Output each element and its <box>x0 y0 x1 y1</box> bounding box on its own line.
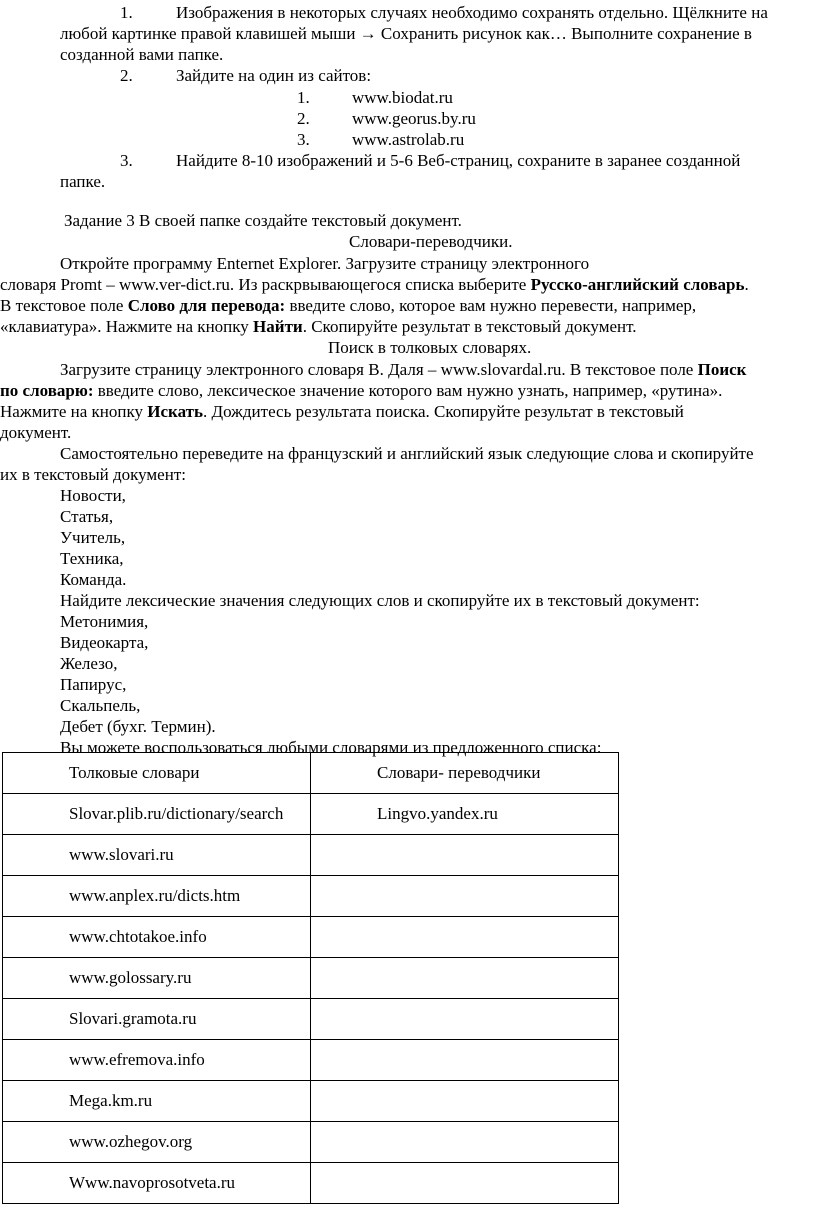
meaning-word: Дебет (бухг. Термин). <box>60 717 216 736</box>
p1-line-4: «клавиатура». Нажмите на кнопку Найти. Скопируйте результат в текстовый документ. <box>0 317 637 336</box>
table-cell <box>311 1081 619 1122</box>
word-to-translate-label: Слово для перевода: <box>127 296 286 315</box>
p1-line-2: словаря Promt – www.ver-dict.ru. Из раскрвывающегося списка выберите Русско-английский словарь. <box>0 275 749 294</box>
translate-word: Учитель, <box>60 528 126 547</box>
table-cell <box>311 1122 619 1163</box>
russian-english-dictionary-label: Русско-английский словарь <box>530 275 745 294</box>
table-cell: Lingvo.yandex.ru <box>311 794 619 835</box>
table-row <box>3 835 619 876</box>
site-3-number: 3. <box>297 130 310 149</box>
step-3-number: 3. <box>120 151 133 170</box>
search-label: Поиск <box>697 360 747 379</box>
table-cell: Slovar.plib.ru/dictionary/search <box>3 794 311 835</box>
table-cell: Mega.km.ru <box>3 1081 311 1122</box>
translate-word: Новости, <box>60 486 126 505</box>
step-3-line-1: Найдите 8-10 изображений и 5-6 Веб-страниц, сохраните в заранее созданной <box>176 151 741 170</box>
table-cell <box>311 876 619 917</box>
table-cell <box>311 999 619 1040</box>
p2-line-2: по словарю: введите слово, лексическое значение которого вам нужно узнать, например, «рутина». <box>0 381 723 400</box>
table-row <box>3 999 619 1040</box>
step-2-number: 2. <box>120 66 133 85</box>
step-1-line-2: любой картинке правой клавишей мыши → Сохранить рисунок как… Выполните сохранение в <box>60 24 752 43</box>
table-cell <box>311 1163 619 1204</box>
p1-line-3: В текстовое поле Слово для перевода: введите слово, которое вам нужно перевести, например, <box>0 296 697 315</box>
table-cell <box>311 958 619 999</box>
table-cell: www.ozhegov.org <box>3 1122 311 1163</box>
translate-word: Статья, <box>60 507 114 526</box>
p5-line: Вы можете воспользоваться любыми словарями из предложенного списка: <box>60 738 602 757</box>
meaning-word: Видеокарта, <box>60 633 149 652</box>
table-cell: www.slovari.ru <box>3 835 311 876</box>
site-1-url: www.biodat.ru <box>352 88 453 107</box>
table-cell <box>311 835 619 876</box>
p3-line-2: их в текстовый документ: <box>0 465 186 484</box>
header-translators: Словари- переводчики <box>311 753 619 794</box>
step-2-line-1: Зайдите на один из сайтов: <box>176 66 372 85</box>
translate-word: Команда. <box>60 570 127 589</box>
p3-line-1: Самостоятельно переведите на французский и английский язык следующие слова и скопируйте <box>60 444 754 463</box>
meaning-word: Железо, <box>60 654 118 673</box>
site-2-url: www.georus.by.ru <box>352 109 476 128</box>
p2-line-4: документ. <box>0 423 72 442</box>
step-1-line-1: Изображения в некоторых случаях необходимо сохранять отдельно. Щёлкните на <box>176 3 768 22</box>
table-cell: www.efremova.info <box>3 1040 311 1081</box>
table-header-row <box>3 753 619 794</box>
section-translators-title: Словари-переводчики. <box>349 232 513 251</box>
translate-word: Техника, <box>60 549 124 568</box>
table-cell: www.anplex.ru/dicts.htm <box>3 876 311 917</box>
table-cell: www.chtotakoe.info <box>3 917 311 958</box>
table-cell <box>311 1040 619 1081</box>
table-row <box>3 1163 619 1204</box>
meaning-word: Папирус, <box>60 675 127 694</box>
by-dictionary-label: по словарю: <box>0 381 94 400</box>
table-row <box>3 794 619 835</box>
table-cell: Www.navoprosotveta.ru <box>3 1163 311 1204</box>
p2-line-1: Загрузите страницу электронного словаря В. Даля – www.slovardal.ru. В текстовое поле Поиск <box>60 360 747 379</box>
table-row <box>3 917 619 958</box>
table-cell <box>311 917 619 958</box>
table-cell: Slovari.gramota.ru <box>3 999 311 1040</box>
p2-line-3: Нажмите на кнопку Искать. Дождитесь результата поиска. Скопируйте результат в текстовый <box>0 402 684 421</box>
p4-line: Найдите лексические значения следующих слов и скопируйте их в текстовый документ: <box>60 591 700 610</box>
step-3-line-2: папке. <box>60 172 106 191</box>
p1-line-1: Откройте программу Enternet Explorer. Загрузите страницу электронного <box>60 254 590 273</box>
find-button-label: Найти <box>253 317 303 336</box>
section-explanatory-title: Поиск в толковых словарях. <box>328 338 532 357</box>
table-cell: www.golossary.ru <box>3 958 311 999</box>
site-1-number: 1. <box>297 88 310 107</box>
step-1-line-3: созданной вами папке. <box>60 45 224 64</box>
step-1-number: 1. <box>120 3 133 22</box>
table-row <box>3 876 619 917</box>
dictionaries-table <box>2 752 619 1204</box>
table-row <box>3 1081 619 1122</box>
meaning-word: Скальпель, <box>60 696 141 715</box>
site-3-url: www.astrolab.ru <box>352 130 465 149</box>
table-row <box>3 1122 619 1163</box>
site-2-number: 2. <box>297 109 310 128</box>
meaning-word: Метонимия, <box>60 612 149 631</box>
search-button-label: Искать <box>147 402 203 421</box>
header-explanatory: Толковые словари <box>3 753 311 794</box>
task-3-heading: Задание 3 В своей папке создайте текстовый документ. <box>64 211 462 230</box>
table-row <box>3 958 619 999</box>
table-row <box>3 1040 619 1081</box>
